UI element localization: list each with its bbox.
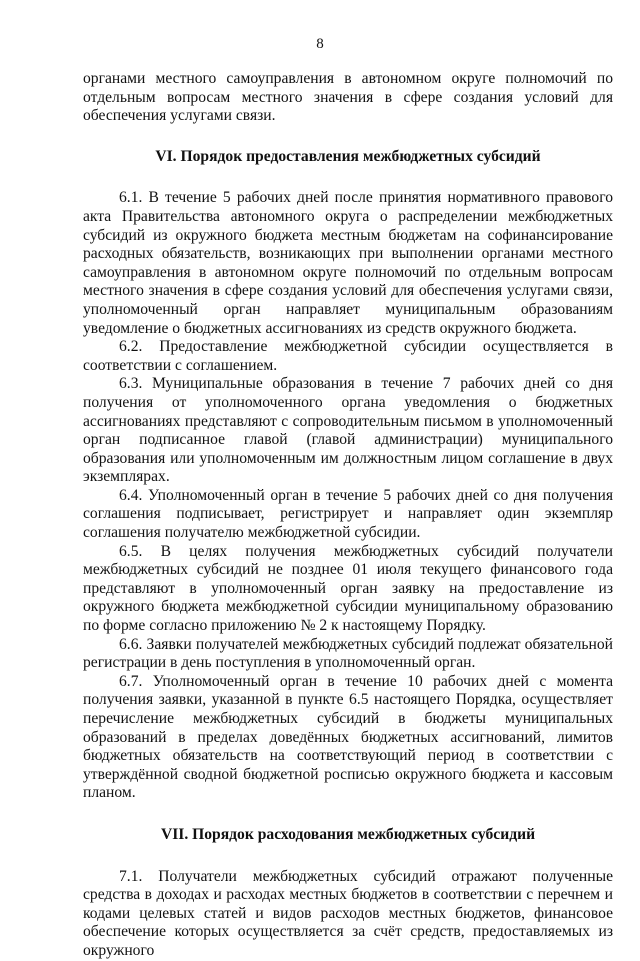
paragraph-6-1: 6.1. В течение 5 рабочих дней после принятия нормативного правового акта Правительства автономного округа о распределении межбюджетных субсидий из окружного бюджета местным бюджетам на софинансирование расходных обязательств, возникающих при выполнении органами местного самоуправления в автономном округе полномочий по отдельным вопросам местного значения в сфере создания условий для обеспечения услугами связи, уполномоченный орган направляет муниципальным образованиям уведомление о бюджетных ассигнованиях из средств окружного бюджета. (83, 189, 613, 337)
page-number: 8 (316, 36, 324, 52)
paragraph-7-1: 7.1. Получатели межбюджетных субсидий отражают полученные средства в доходах и расходах местных бюджетов в соответствии с перечнем и кодами целевых статей и видов расходов местных бюджетов, финансовое обеспечение которых осуществляется за счёт средств, предоставляемых из окружного (83, 867, 613, 959)
paragraph-6-4: 6.4. Уполномоченный орган в течение 5 рабочих дней со дня получения соглашения подписывает, регистрирует и направляет один экземпляр соглашения получателю межбюджетной субсидии. (83, 486, 613, 542)
section-6-heading: VI. Порядок предоставления межбюджетных субсидий (155, 147, 541, 165)
paragraph-6-6: 6.6. Заявки получателей межбюджетных субсидий подлежат обязательной регистрации в день поступления в уполномоченный орган. (83, 635, 613, 672)
paragraph-6-3: 6.3. Муниципальные образования в течение 7 рабочих дней со дня получения от уполномоченного органа уведомления о бюджетных ассигнованиях представляют с сопроводительным письмом в уполномоченный орган подписанное главой (главой администрации) муниципального образования или уполномоченным им должностным лицом соглашение в двух экземплярах. (83, 375, 613, 486)
paragraph-6-5: 6.5. В целях получения межбюджетных субсидий получатели межбюджетных субсидий не позднее 01 июля текущего финансового года представляют в уполномоченный орган заявку на предоставление из окружного бюджета межбюджетной субсидии муниципальному образованию по форме согласно приложению № 2 к настоящему Порядку. (83, 542, 613, 635)
intro-paragraph: органами местного самоуправления в автономном округе полномочий по отдельным вопросам местного значения в сфере создания условий для обеспечения услугами связи. (83, 70, 613, 125)
paragraph-6-2: 6.2. Предоставление межбюджетной субсидии осуществляется в соответствии с соглашением. (83, 338, 613, 374)
paragraph-6-7: 6.7. Уполномоченный орган в течение 10 рабочих дней с момента получения заявки, указанной в пункте 6.5 настоящего Порядка, осуществляет перечисление межбюджетных субсидий в бюджеты муниципальных образований в пределах доведённых бюджетных ассигнований, лимитов бюджетных обязательств на соответствующий период в соответствии с утверждённой сводной бюджетной росписью окружного бюджета и кассовым планом. (83, 672, 613, 802)
document-body (83, 70, 613, 961)
section-7-heading: VII. Порядок расходования межбюджетных субсидий (160, 825, 536, 843)
